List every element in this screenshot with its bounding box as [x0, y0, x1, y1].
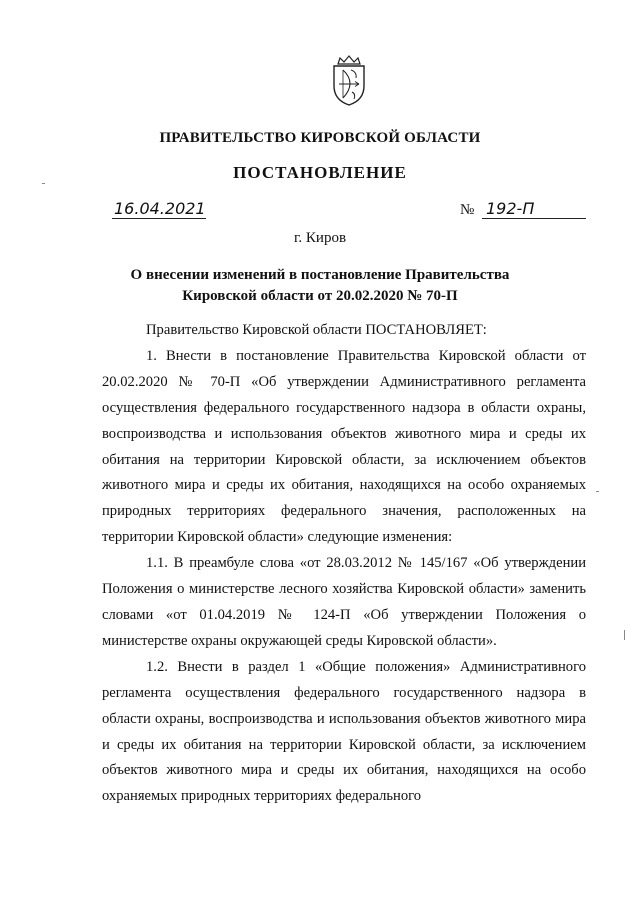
scan-speck [624, 630, 625, 640]
intro-paragraph: Правительство Кировской области ПОСТАНОВЛЯЕТ: [146, 322, 487, 338]
document-number-block [460, 199, 584, 220]
paragraph-1: 1. Внести в постановление Правительства Кировской области от 20.02.2020 № 70-П «Об утверждении Административного регламента осуществления федерального государственного надзора в области охраны, воспроизводства и использования объектов животного мира и среды их обитания на территории Кировской области, за исключением объектов животного мира и среды их обитания, находящихся на особо охраняемых природных территориях федерального значения, расположенных на территории Кировской области» следующие изменения: [102, 347, 586, 546]
document-type-title: ПОСТАНОВЛЕНИЕ [233, 163, 407, 182]
paragraph-1-1: 1.1. В преамбуле слова «от 28.03.2012 № 145/167 «Об утверждении Положения о министерстве лесного хозяйства Кировской области» заменить словами «от 01.04.2019 № 124-П «Об утверждении Положения о министерстве охраны окружающей среды Кировской области». [102, 555, 586, 649]
scan-speck [596, 491, 599, 492]
paragraph-1-2: 1.2. Внести в раздел 1 «Общие положения» Административного регламента осуществления федерального государственного надзора в области охраны, воспроизводства и использования объектов животного мира и среды их обитания на территории Кировской области, за исключением объектов животного мира и среды их обитания, находящихся на особо охраняемых природных территориях федерального [102, 658, 586, 805]
document-subject [120, 265, 520, 307]
subject-line-1: О внесении изменений в постановление Правительства [130, 267, 510, 283]
document-body [102, 318, 586, 810]
city-label: г. Киров [293, 230, 347, 246]
number-sign: № [460, 202, 475, 218]
subject-line-2: Кировской области от 20.02.2020 № 70-П [182, 288, 458, 304]
document-number: 192-П [482, 199, 586, 219]
document-date: 16.04.2021 [114, 199, 206, 218]
kirov-coat-of-arms-icon [326, 55, 372, 107]
organization-title: ПРАВИТЕЛЬСТВО КИРОВСКОЙ ОБЛАСТИ [159, 130, 481, 146]
scan-speck [42, 183, 45, 184]
